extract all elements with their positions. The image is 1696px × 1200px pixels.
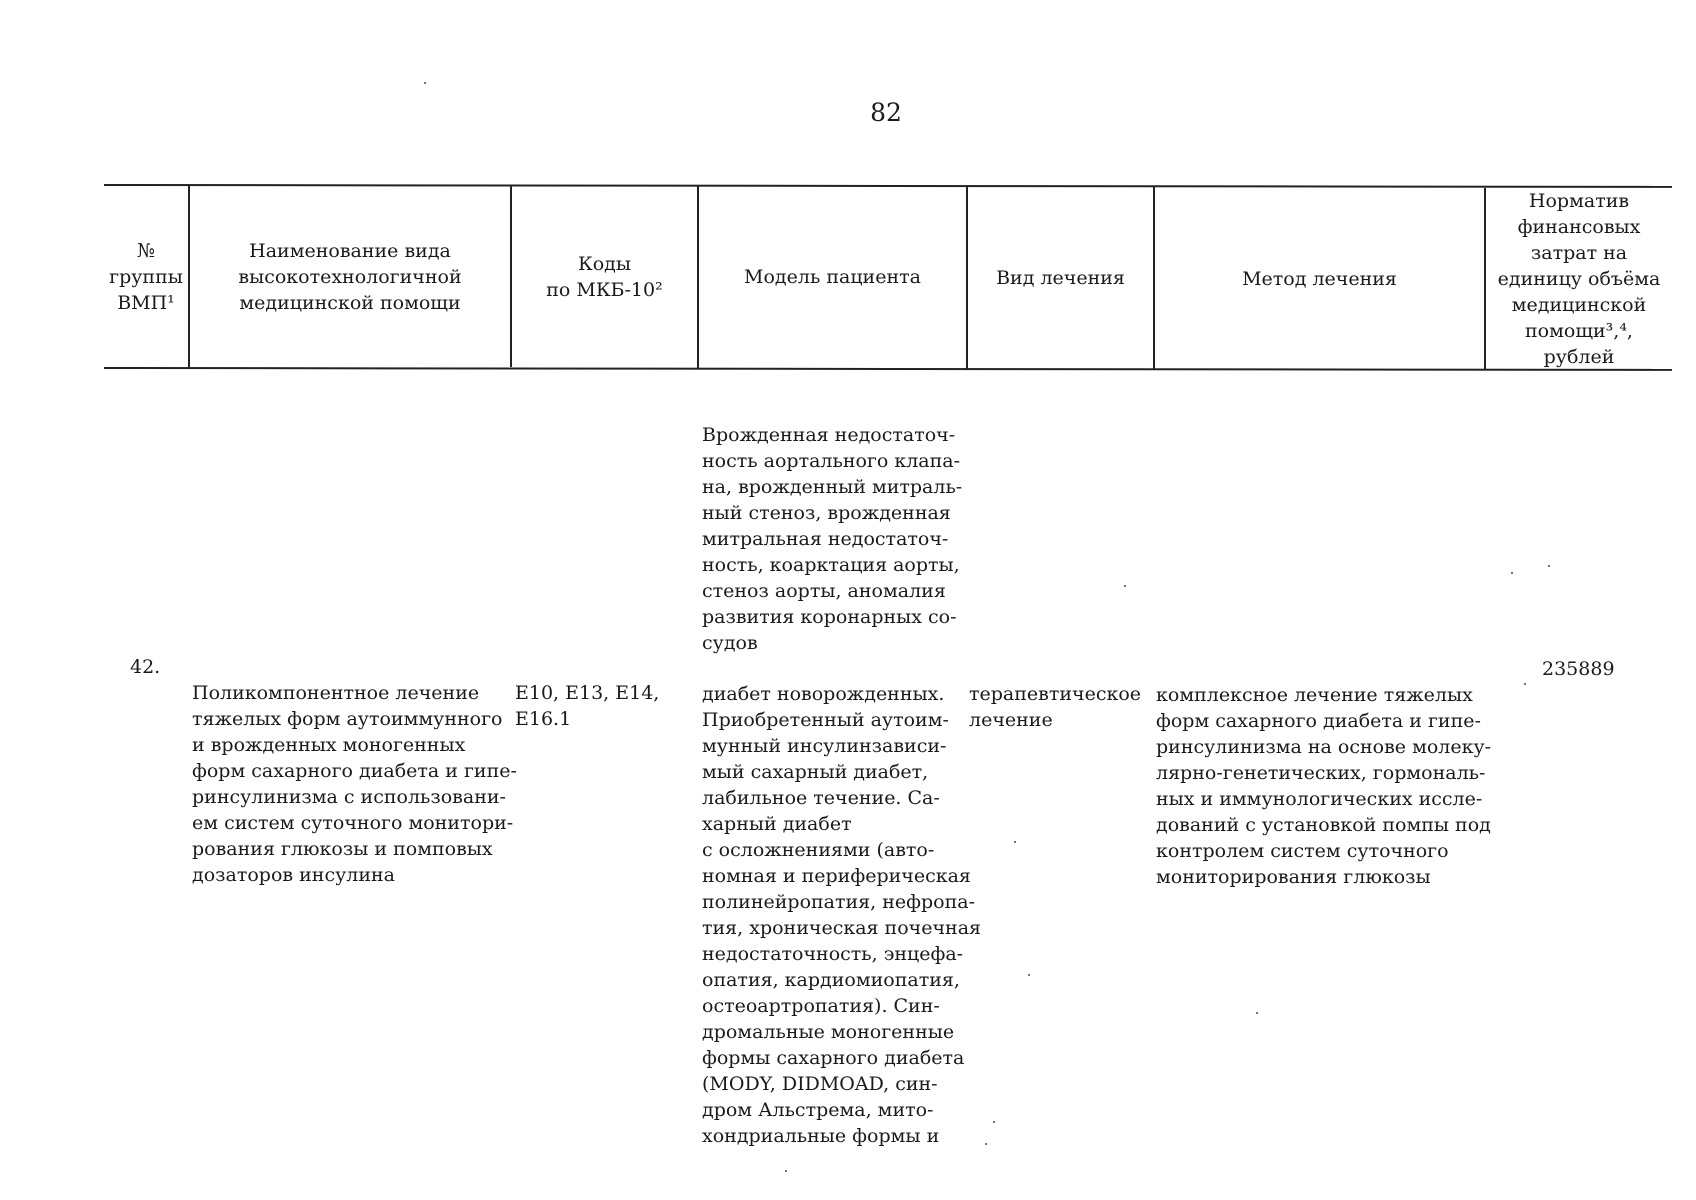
scan-speck — [785, 1170, 787, 1172]
row-42-name: Поликомпонентное лечение тяжелых форм аутоиммунного и врожденных моногенных форм сахарного диабета и гипе- ринсулинизма с использовани- ем систем суточного монитори- рования глюкозы и помповых дозаторов инсулина — [192, 682, 517, 886]
header-cost-standard: Норматив финансовых затрат на единицу объёма медицинской помощи³,⁴, рублей — [1497, 190, 1661, 368]
header-name: Наименование вида высокотехнологичной медицинской помощи — [238, 239, 462, 314]
scan-speck — [1548, 565, 1550, 567]
scan-speck — [1256, 1012, 1258, 1014]
row-42-patient-model: диабет новорожденных. Приобретенный аутоим- мунный инсулинзависи- мый сахарный диабет, лабильное течение. Са- харный диабет с осложнениями (авто- номная и периферическая полинейропатия, нефропа- тия, хроническая почечная недостаточность, энцефа- опатия, кардиомиопатия, остеоартропатия). Син- дромальные моногенные формы сахарного диабета (MODY, DIDMOAD, син- дром Альстрема, мито- хондриальные формы и — [702, 683, 982, 1147]
scan-speck — [424, 82, 426, 84]
page-number: 82 — [870, 98, 902, 127]
scan-speck — [1014, 841, 1016, 843]
header-group-no: № группы ВМП¹ — [109, 239, 183, 314]
row-42-codes: E10, E13, E14, E16.1 — [515, 682, 660, 730]
row-42-treatment-type: терапевтическое лечение — [969, 683, 1142, 731]
scan-speck — [1524, 683, 1526, 685]
header-patient-model: Модель пациента — [744, 265, 921, 288]
row-42-group-no: 42. — [130, 656, 161, 678]
row-42-treatment-method: комплексное лечение тяжелых форм сахарного диабета и гипе- ринсулинизма на основе молеку- лярно-генетических, гормональ- ных и иммунологических иссле- дований с установкой помпы под контролем систем суточного мониторирования глюкозы — [1156, 684, 1492, 888]
header-treatment-type: Вид лечения — [996, 266, 1125, 289]
scan-speck — [985, 1143, 987, 1145]
scan-speck — [1124, 585, 1126, 587]
continuation-patient-model: Врожденная недостаточ- ность аортального клапа- на, врожденный митраль- ный стеноз, врожденная митральная недостаточ- ность, коарктация аорты, стеноз аорты, аномалия развития коронарных со- судов — [702, 424, 963, 654]
header-treatment-method: Метод лечения — [1242, 267, 1397, 290]
scan-speck — [1511, 572, 1513, 574]
row-42-cost: 235889 — [1542, 658, 1615, 680]
scan-speck — [1028, 974, 1030, 976]
header-codes: Коды по МКБ-10² — [546, 252, 663, 301]
scan-speck — [993, 1121, 995, 1123]
